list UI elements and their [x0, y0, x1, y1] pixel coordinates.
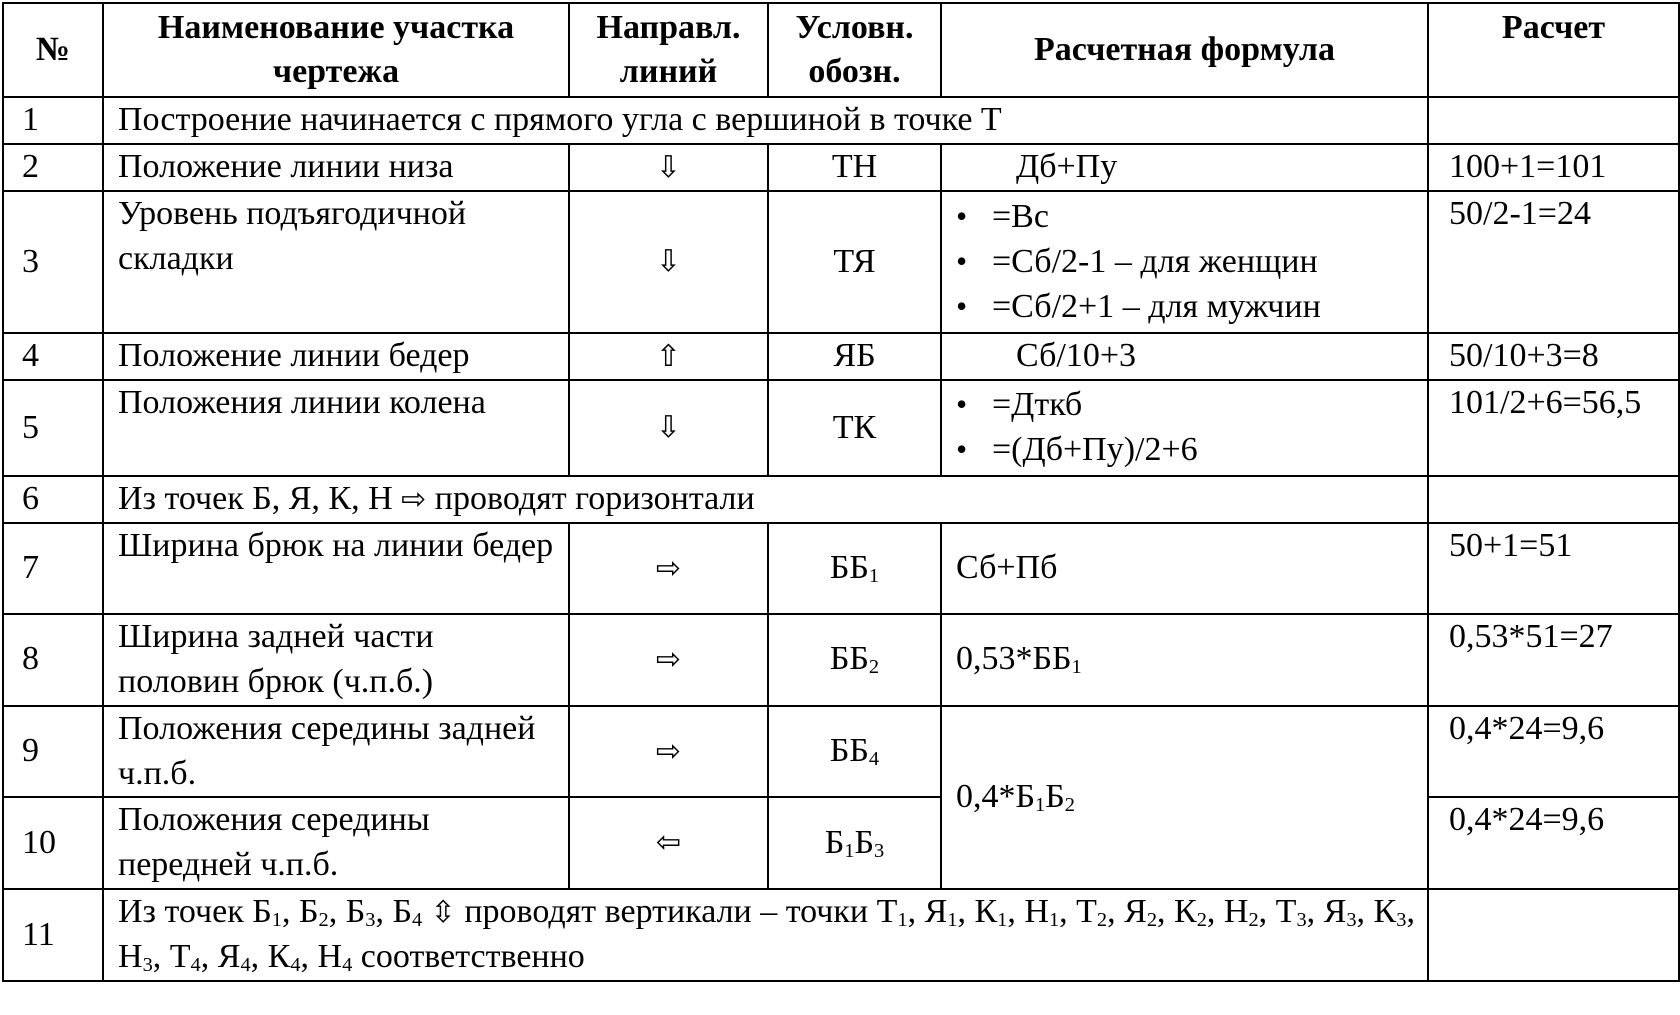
point-subscript: 1 — [1048, 909, 1060, 932]
point-separator: , — [200, 938, 218, 975]
point-separator: , — [1059, 893, 1077, 931]
symbol-letter: Б — [829, 548, 850, 586]
point-list — [252, 893, 430, 930]
point-separator: , — [375, 893, 393, 931]
symbol-subscript: 2 — [868, 656, 880, 679]
symbol-cell: ТЯ — [768, 191, 941, 333]
row-text — [103, 889, 1428, 981]
section-name: Положения середины задней ч.п.б. — [103, 706, 569, 798]
formula-text: 0,4*Б — [956, 777, 1036, 815]
table-row — [3, 380, 1679, 476]
arrow-up-down-icon: ⇳ — [430, 895, 456, 931]
table-row — [3, 333, 1679, 380]
point-subscript: 2 — [1146, 909, 1158, 932]
row-number: 1 — [3, 97, 103, 144]
point-letter: Н — [1024, 893, 1049, 931]
row-number: 7 — [3, 523, 103, 614]
formula-subscript: 1 — [1035, 794, 1046, 817]
row-text: Построение начинается с прямого угла с вершиной в точке Т — [103, 97, 1428, 144]
formula-list — [942, 383, 1421, 473]
point-separator: , — [957, 893, 975, 931]
formula-cell — [941, 706, 1428, 890]
row-number: 9 — [3, 706, 103, 798]
point-letter: К — [974, 893, 998, 931]
calc-cell: 50/2-1=24 — [1428, 191, 1679, 333]
row-number: 2 — [3, 144, 103, 191]
point-separator: , — [1258, 893, 1276, 931]
row-number: 3 — [3, 191, 103, 333]
point-letter: Б — [252, 893, 272, 931]
row-text-end: проводят горизонтали — [434, 480, 755, 517]
point-subscript: 4 — [190, 954, 201, 977]
symbol-letter: Б — [854, 823, 875, 861]
formula-item: • =Сб/2+1 – для мужчин — [942, 285, 1421, 330]
point-separator: , — [1356, 893, 1374, 931]
document-page — [2, 2, 1680, 982]
construction-table — [2, 2, 1680, 982]
point-subscript: 3 — [1346, 909, 1357, 932]
point-separator: , — [907, 893, 925, 931]
point-letter: Т — [1076, 893, 1097, 931]
header-row — [3, 3, 1679, 97]
formula-cell: Дб+Пу — [941, 144, 1428, 191]
table-row — [3, 706, 1679, 798]
table-row — [3, 97, 1679, 144]
symbol-cell — [768, 614, 941, 706]
point-subscript: 1 — [271, 909, 282, 932]
section-name: Уровень подъягодичной складки — [103, 191, 569, 333]
formula-cell: Сб+Пб — [941, 523, 1428, 614]
point-letter: Я — [1323, 893, 1347, 931]
formula-cell — [941, 614, 1428, 706]
point-letter: Т — [1275, 893, 1297, 931]
formula-subscript: 2 — [1064, 794, 1075, 817]
calc-cell: 50/10+3=8 — [1428, 333, 1679, 380]
symbol-cell — [768, 523, 941, 614]
formula-text: 0,53*ББ — [956, 640, 1072, 678]
calc-cell: 101/2+6=56,5 — [1428, 380, 1679, 476]
point-subscript: 2 — [1248, 909, 1259, 932]
point-letter: Н — [317, 938, 343, 975]
formula-item: • =(Дб+Пу)/2+6 — [942, 428, 1421, 473]
point-letter: Б — [298, 893, 319, 931]
point-letter: Н — [118, 938, 143, 975]
point-separator — [422, 893, 431, 930]
symbol-cell: ТН — [768, 144, 941, 191]
table-row — [3, 797, 1679, 889]
symbol-subscript: 3 — [874, 839, 885, 862]
calc-cell: 100+1=101 — [1428, 144, 1679, 191]
row-number: 10 — [3, 797, 103, 889]
point-subscript: 3 — [1396, 909, 1407, 932]
point-separator: , — [1406, 893, 1415, 931]
arrow-up-icon: ⇧ — [569, 333, 768, 380]
table-row — [3, 889, 1679, 981]
symbol-letter: Б — [849, 640, 869, 678]
point-separator: , — [1306, 893, 1324, 931]
arrow-down-icon: ⇩ — [569, 144, 768, 191]
point-separator: , — [281, 893, 299, 931]
header-formula: Расчетная формула — [941, 3, 1428, 97]
point-subscript: 1 — [997, 909, 1008, 932]
table-row — [3, 523, 1679, 614]
header-calc: Расчет — [1428, 3, 1679, 97]
point-separator: , — [152, 938, 170, 975]
symbol-subscript: 1 — [868, 565, 880, 588]
point-letter: Б — [345, 893, 366, 931]
formula-cell — [941, 191, 1428, 333]
point-subscript: 4 — [240, 954, 251, 977]
row-number: 4 — [3, 333, 103, 380]
table-row — [3, 476, 1679, 523]
point-subscript: 3 — [1296, 909, 1307, 932]
symbol-letter: Б — [849, 732, 869, 770]
symbol-subscript: 4 — [868, 748, 880, 771]
table-row — [3, 614, 1679, 706]
point-subscript: 4 — [290, 954, 301, 977]
row-text-end: соответственно — [360, 938, 585, 975]
point-subscript: 3 — [365, 909, 376, 932]
point-letter: Т — [876, 893, 898, 931]
calc-cell — [1428, 97, 1679, 144]
point-separator: , — [1007, 893, 1025, 931]
point-letter: К — [1373, 893, 1397, 931]
calc-cell — [1428, 889, 1679, 981]
header-name: Наименование участка чертежа — [103, 3, 569, 97]
point-letter: Н — [1223, 893, 1249, 931]
point-separator — [352, 938, 361, 975]
arrow-right-icon: ⇨ — [569, 614, 768, 706]
section-name: Положения линии колена — [103, 380, 569, 476]
point-subscript: 3 — [142, 954, 153, 977]
point-separator: , — [250, 938, 268, 975]
arrow-down-icon: ⇩ — [569, 191, 768, 333]
row-text — [103, 476, 1428, 523]
point-letter: Я — [1124, 893, 1147, 931]
row-number: 6 — [3, 476, 103, 523]
header-symbol: Условн. обозн. — [768, 3, 941, 97]
calc-cell: 0,53*51=27 — [1428, 614, 1679, 706]
symbol-cell — [768, 797, 941, 889]
arrow-right-icon: ⇨ — [569, 523, 768, 614]
point-subscript: 1 — [947, 909, 958, 932]
symbol-subscript: 1 — [844, 839, 855, 862]
table-row — [3, 191, 1679, 333]
arrow-down-icon: ⇩ — [569, 380, 768, 476]
symbol-letter: Б — [829, 732, 850, 770]
calc-cell: 50+1=51 — [1428, 523, 1679, 614]
formula-cell: Сб/10+3 — [941, 333, 1428, 380]
section-name: Положение линии бедер — [103, 333, 569, 380]
formula-subscript: 1 — [1071, 656, 1082, 679]
symbol-cell — [768, 706, 941, 798]
row-text-start: Из точек — [118, 893, 244, 931]
formula-cell — [941, 380, 1428, 476]
point-letter: Я — [217, 938, 241, 975]
symbol-cell: ЯБ — [768, 333, 941, 380]
point-subscript: 2 — [1096, 909, 1108, 932]
point-separator: , — [1206, 893, 1224, 931]
symbol-letter: Б — [849, 548, 869, 586]
point-subscript: 2 — [318, 909, 329, 932]
row-number: 8 — [3, 614, 103, 706]
symbol-letter: Б — [824, 823, 845, 861]
arrow-right-icon: ⇨ — [569, 706, 768, 798]
formula-text: Б — [1045, 777, 1065, 815]
formula-item: • =Сб/2-1 – для женщин — [942, 240, 1421, 285]
point-letter: К — [267, 938, 291, 975]
header-direction: Направл. линий — [569, 3, 768, 97]
point-separator: , — [1157, 893, 1175, 931]
row-text-middle: проводят вертикали – точки — [464, 893, 869, 931]
formula-item: • =Вс — [942, 195, 1421, 240]
point-subscript: 4 — [342, 954, 353, 977]
symbol-letter: Б — [829, 640, 850, 678]
formula-list — [942, 195, 1421, 330]
row-text-start: Из точек Б, Я, К, Н — [118, 480, 393, 517]
point-letter: Я — [924, 893, 948, 931]
point-separator: , — [300, 938, 318, 975]
point-separator: , — [328, 893, 346, 931]
point-subscript: 4 — [411, 909, 423, 932]
calc-cell — [1428, 476, 1679, 523]
symbol-cell: ТК — [768, 380, 941, 476]
formula-item: • =Дткб — [942, 383, 1421, 428]
header-num: № — [3, 3, 103, 97]
point-letter: Т — [169, 938, 191, 975]
table-row — [3, 144, 1679, 191]
row-number: 5 — [3, 380, 103, 476]
calc-cell: 0,4*24=9,6 — [1428, 706, 1679, 798]
point-letter: Б — [392, 893, 412, 931]
point-subscript: 2 — [1196, 909, 1207, 932]
point-separator: , — [1107, 893, 1125, 931]
section-name: Ширина задней части половин брюк (ч.п.б.) — [103, 614, 569, 706]
row-number: 11 — [3, 889, 103, 981]
section-name: Положения середины передней ч.п.б. — [103, 797, 569, 889]
calc-cell: 0,4*24=9,6 — [1428, 797, 1679, 889]
section-name: Ширина брюк на линии бедер — [103, 523, 569, 614]
arrow-right-icon: ⇨ — [401, 482, 427, 517]
point-subscript: 1 — [897, 909, 908, 932]
section-name: Положение линии низа — [103, 144, 569, 191]
point-letter: К — [1174, 893, 1197, 931]
arrow-left-icon: ⇦ — [569, 797, 768, 889]
